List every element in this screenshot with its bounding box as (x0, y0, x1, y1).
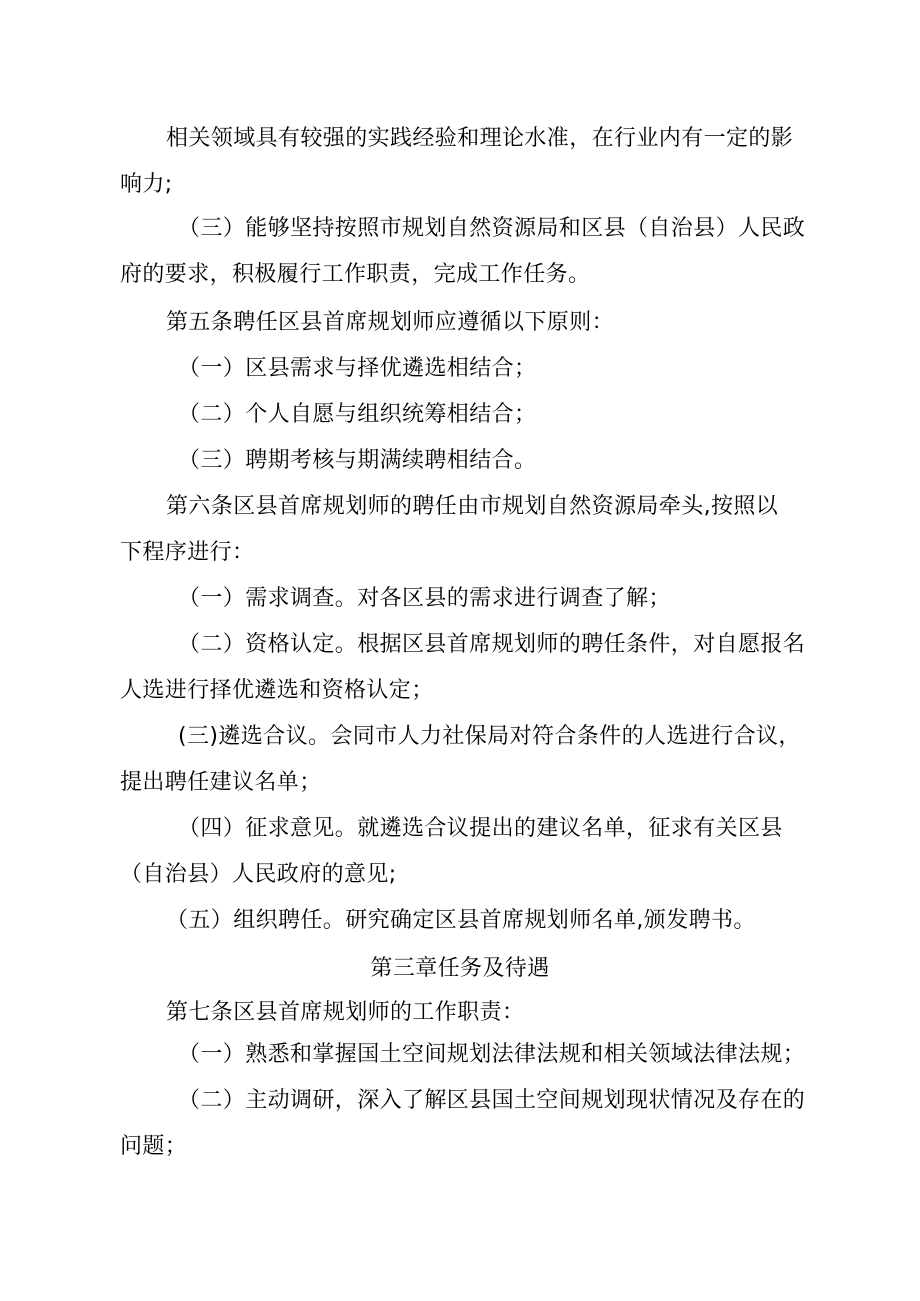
text-line: 响力; (120, 172, 173, 197)
text-line: （一）需求调查。对各区县的需求进行调查了解； (178, 586, 671, 611)
text-line: 问题； (120, 1134, 188, 1159)
text-line: （一）区县需求与择优遴选相结合； (178, 356, 537, 381)
text-line: (三)遴选合议。会同市人力社保局对符合条件的人选进行合议， (178, 724, 801, 749)
text-line: 提出聘任建议名单； (120, 770, 322, 795)
text-line: 府的要求，积极履行工作职责，完成工作任务。 (120, 262, 591, 287)
text-line: 人选进行择优遴选和资格认定； (120, 678, 434, 703)
text-line: （二）主动调研，深入了解区县国土空间规划现状情况及存在的 (178, 1088, 806, 1113)
text-line: （三）能够坚持按照市规划自然资源局和区县（自治县）人民政 (178, 216, 806, 241)
text-line: 第五条聘任区县首席规划师应遵循以下原则： (166, 310, 615, 335)
text-line: （一）熟悉和掌握国土空间规划法律法规和相关领域法律法规； (178, 1042, 806, 1067)
text-line: 相关领域具有较强的实践经验和理论水准，在行业内有一定的影 (166, 126, 794, 151)
text-line: （自治县）人民政府的意见; (120, 862, 397, 887)
text-line: （四）征求意见。就遴选合议提出的建议名单，征求有关区县 (178, 816, 783, 841)
chapter-heading: 第三章任务及待遇 (370, 956, 550, 981)
text-line: 下程序进行： (120, 540, 255, 565)
text-line: （三）聘期考核与期满续聘相结合。 (178, 448, 537, 473)
text-line: （二）个人自愿与组织统筹相结合； (178, 402, 537, 427)
text-line: （二）资格认定。根据区县首席规划师的聘任条件，对自愿报名 (178, 632, 806, 657)
text-line: （五）组织聘任。研究确定区县首席规划师名单,颁发聘书。 (166, 908, 756, 933)
text-line: 第六条区县首席规划师的聘任由市规划自然资源局牵头,按照以 (166, 494, 779, 519)
text-line: 第七条区县首席规划师的工作职责： (166, 1000, 525, 1025)
